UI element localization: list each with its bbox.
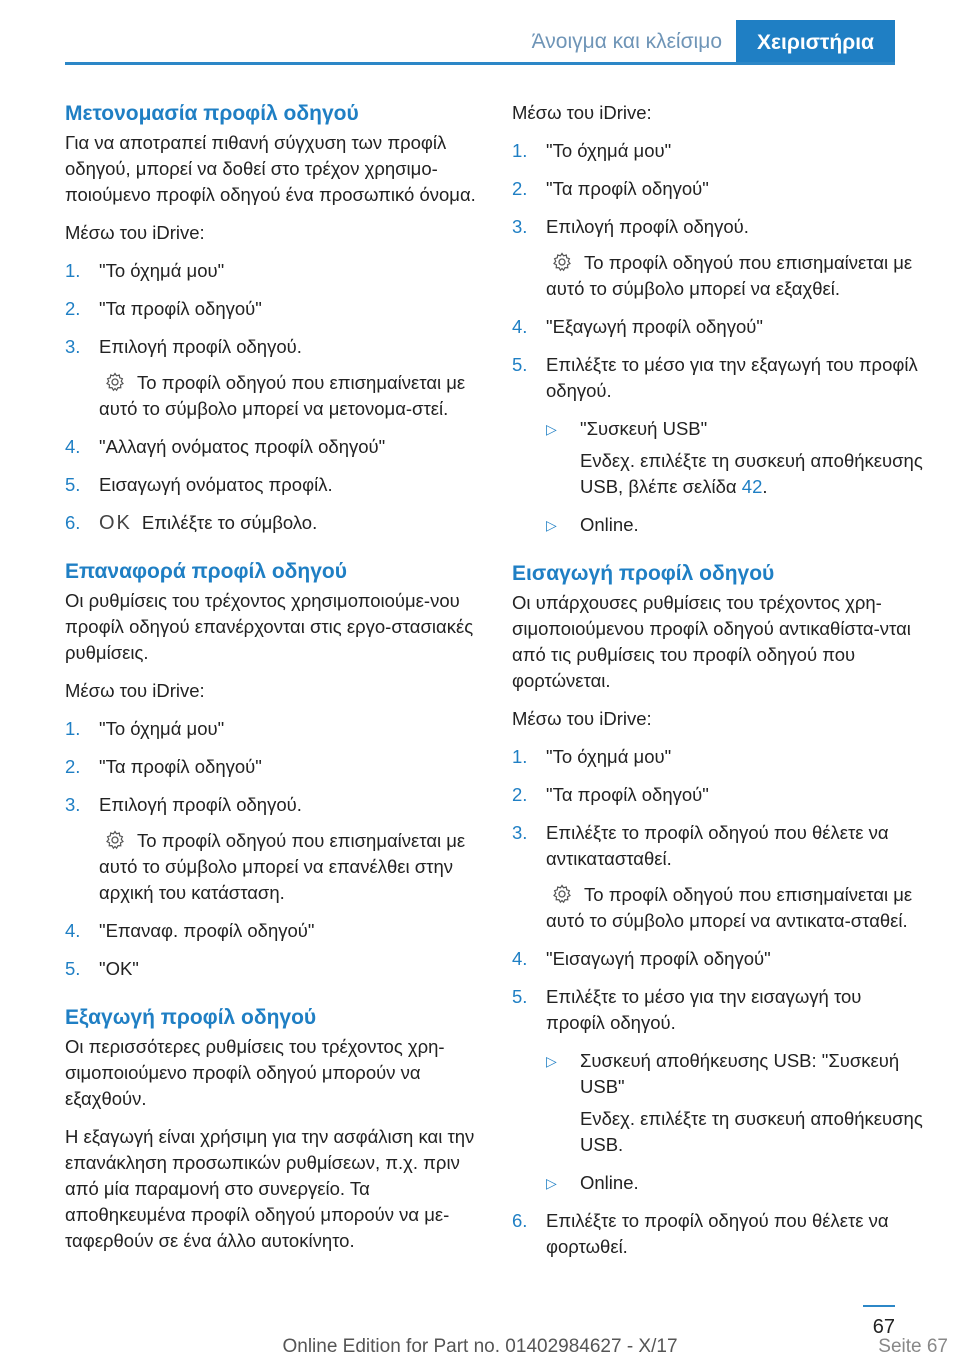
list-item: 6. OK Επιλέξτε το σύμβολο. <box>65 512 318 534</box>
rename-intro: Για να αποτραπεί πιθανή σύγχυση των προφίλ οδηγού, μπορεί να δοθεί στο τρέχον χρησιμο-ποιούμενο προφίλ οδηγού ένα προσωπικό όνομα. <box>65 132 476 205</box>
list-item: 4. "Αλλαγή ονόματος προφίλ οδηγού" <box>65 436 386 457</box>
reset-profile-heading: Επαναφορά προφίλ οδηγού <box>65 560 347 583</box>
header-section-title: Άνοιγμα και κλείσιμο <box>531 30 722 53</box>
list-item: 1. "Το όχημά μου" <box>65 260 225 281</box>
gear-icon <box>105 372 125 392</box>
export-note: Το προφίλ οδηγού που επισημαίνεται με αυτό το σύμβολο μπορεί να εξαχθεί. <box>546 252 913 299</box>
list-item: 5. Εισαγωγή ονόματος προφίλ. <box>65 474 333 495</box>
sub-list-item: ▷ "Συσκευή USB" <box>546 416 924 442</box>
list-item: 1. "Το όχημά μου" <box>512 746 672 767</box>
sub-list-item: ▷ Συσκευή αποθήκευσης USB: "Συσκευή USB" <box>546 1048 924 1100</box>
import-via-idrive: Μέσω του iDrive: <box>512 708 652 729</box>
left-column <box>65 100 477 1266</box>
sub-list-item: ▷ Online. <box>546 1170 924 1196</box>
list-item: 4. "Εισαγωγή προφίλ οδηγού" <box>512 948 771 969</box>
reset-intro: Οι ρυθμίσεις του τρέχοντος χρησιμοποιούμε-νου προφίλ οδηγού επανέρχονται στις εργο-στασιακές ρυθμίσεις. <box>65 590 474 663</box>
reset-note: Το προφίλ οδηγού που επισημαίνεται με αυτό το σύμβολο μπορεί να επανέλθει στην αρχική του κατάσταση. <box>99 830 466 903</box>
list-item: 6. Επιλέξτε το προφίλ οδηγού που θέλετε να φορτωθεί. <box>512 1210 889 1257</box>
list-item: 3. Επιλογή προφίλ οδηγού. <box>65 794 302 815</box>
export-profile-heading: Εξαγωγή προφίλ οδηγού <box>65 1006 317 1029</box>
header-rule <box>65 62 895 65</box>
export-para-1: Οι περισσότερες ρυθμίσεις του τρέχοντος χρη-σιμοποιούμενο προφίλ οδηγού μπορούν να εξαχθούν. <box>65 1036 445 1109</box>
right-column <box>512 100 924 1272</box>
list-item: 3. Επιλογή προφίλ οδηγού. <box>65 336 302 357</box>
footer-edition: Online Edition for Part no. 01402984627 - X/17 <box>282 1336 678 1357</box>
triangle-bullet-icon: ▷ <box>546 517 557 533</box>
export-via-idrive: Μέσω του iDrive: <box>512 102 652 123</box>
ok-symbol: OK <box>99 512 132 534</box>
list-item: 1. "Το όχημά μου" <box>512 140 672 161</box>
list-item: 5. "OK" <box>65 958 139 979</box>
triangle-bullet-icon: ▷ <box>546 1175 557 1191</box>
rename-profile-heading: Μετονομασία προφίλ οδηγού <box>65 102 359 125</box>
gear-icon <box>552 252 572 272</box>
export-usb-note: Ενδεχ. επιλέξτε τη συσκευή αποθήκευσης USB, βλέπε σελίδα 42. <box>580 450 923 497</box>
page-number: 67 <box>872 1316 895 1338</box>
list-item: 3. Επιλογή προφίλ οδηγού. <box>512 216 749 237</box>
list-item: 4. "Εξαγωγή προφίλ οδηγού" <box>512 316 763 337</box>
footer <box>0 1336 960 1358</box>
list-item: 3. Επιλέξτε το προφίλ οδηγού που θέλετε να αντικατασταθεί. <box>512 822 889 869</box>
list-item: 5. Επιλέξτε το μέσο για την εισαγωγή του προφίλ οδηγού. <box>512 986 862 1033</box>
list-item: 2. "Τα προφίλ οδηγού" <box>512 178 709 199</box>
rename-via-idrive: Μέσω του iDrive: <box>65 222 205 243</box>
rename-note: Το προφίλ οδηγού που επισημαίνεται με αυτό το σύμβολο μπορεί να μετονομα-στεί. <box>99 372 466 419</box>
gear-icon <box>105 830 125 850</box>
import-note: Το προφίλ οδηγού που επισημαίνεται με αυτό το σύμβολο μπορεί να αντικατα-σταθεί. <box>546 884 913 931</box>
import-usb-note: Ενδεχ. επιλέξτε τη συσκευή αποθήκευσης USB. <box>580 1108 923 1155</box>
gear-icon <box>552 884 572 904</box>
list-item: 5. Επιλέξτε το μέσο για την εξαγωγή του προφίλ οδηγού. <box>512 354 918 401</box>
header-chapter-tab: Χειριστήρια <box>736 20 895 65</box>
list-item: 1. "Το όχημά μου" <box>65 718 225 739</box>
reset-via-idrive: Μέσω του iDrive: <box>65 680 205 701</box>
footer-watermark: Seite 67 <box>878 1336 948 1357</box>
list-item: 2. "Τα προφίλ οδηγού" <box>65 756 262 777</box>
triangle-bullet-icon: ▷ <box>546 421 557 437</box>
import-profile-heading: Εισαγωγή προφίλ οδηγού <box>512 562 775 585</box>
footer-rule <box>863 1305 895 1307</box>
sub-list-item: ▷ Online. <box>546 512 924 538</box>
list-item: 2. "Τα προφίλ οδηγού" <box>512 784 709 805</box>
triangle-bullet-icon: ▷ <box>546 1053 557 1069</box>
import-intro: Οι υπάρχουσες ρυθμίσεις του τρέχοντος χρη-σιμοποιούμενου προφίλ οδηγού αντικαθίστα-νται από τις ρυθμίσεις του προφίλ οδηγού που φορτώνεται. <box>512 592 911 691</box>
export-para-2: Η εξαγωγή είναι χρήσιμη για την ασφάλιση και την επανάκληση προσωπικών ρυθμίσεων, π.χ. πριν από μία παραμονή στο συνεργείο. Τα αποθηκευμένα προφίλ οδηγού μπορούν να με-ταφερθούν σε ένα άλλο αυτοκίνητο. <box>65 1126 475 1251</box>
list-item: 2. "Τα προφίλ οδηγού" <box>65 298 262 319</box>
page-reference-link[interactable]: 42 <box>741 476 763 497</box>
list-item: 4. "Επαναφ. προφίλ οδηγού" <box>65 920 315 941</box>
